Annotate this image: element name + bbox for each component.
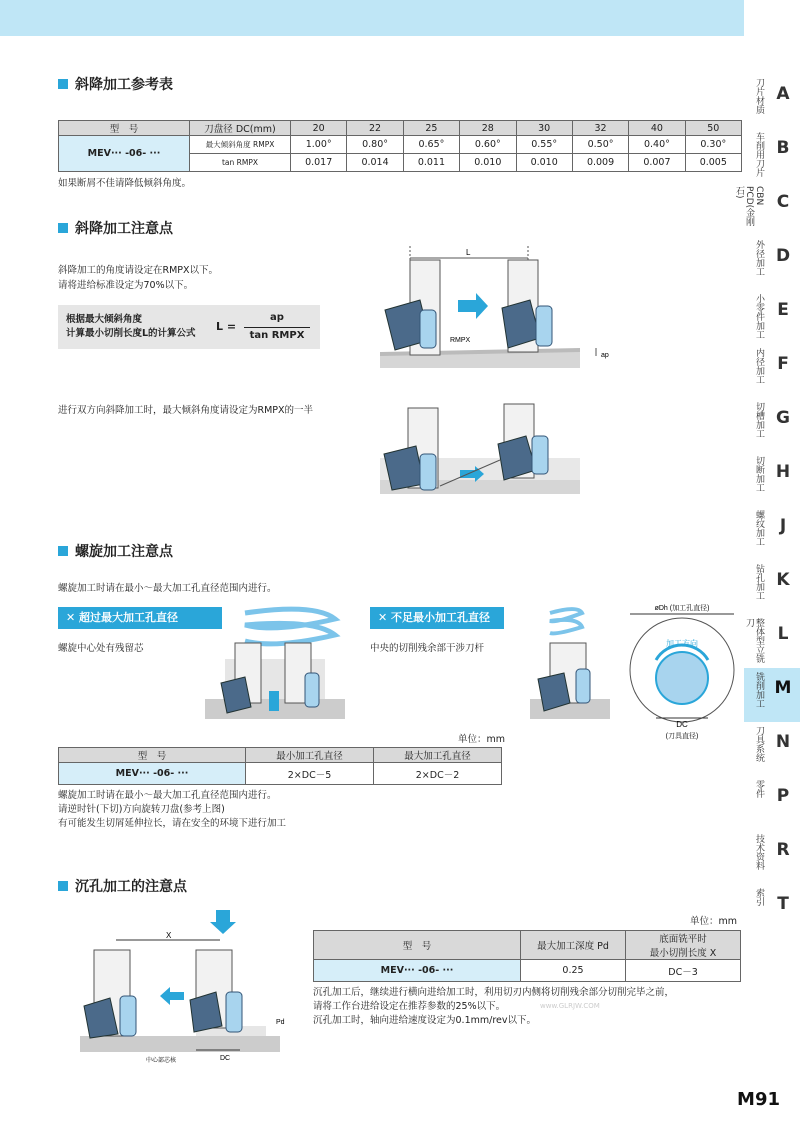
label-dc-sub: (刀具直径) xyxy=(665,733,699,740)
caption-too-large: 螺旋中心处有残留芯 xyxy=(58,643,144,654)
badge-too-large: ✕ 超过最大加工孔直径 xyxy=(58,607,222,629)
side-tab-p[interactable] xyxy=(744,776,800,830)
arrow-down-icon xyxy=(210,910,236,934)
cell: 0.014 xyxy=(347,154,403,172)
th-min: 最小加工孔直径 xyxy=(246,748,374,763)
th-max: 最大加工孔直径 xyxy=(374,748,502,763)
formula-box xyxy=(58,305,320,349)
tab-letter: T xyxy=(777,894,789,914)
side-tab-j[interactable] xyxy=(744,506,800,560)
tab-letter: B xyxy=(776,138,790,158)
formula-text: 计算最小切削长度L的计算公式 xyxy=(66,328,196,339)
tab-letter: D xyxy=(775,246,791,266)
label-x: X xyxy=(166,931,172,940)
arrow-right-icon xyxy=(458,293,488,319)
th-model: 型 号 xyxy=(59,121,190,136)
cell: 1.00° xyxy=(291,136,347,154)
cell: 2×DC－5 xyxy=(246,763,374,785)
tab-label: 切槽加工 xyxy=(754,402,764,438)
cell: 0.010 xyxy=(460,154,516,172)
tab-letter: A xyxy=(776,84,790,104)
ramp-diagram xyxy=(380,240,609,370)
tab-label: 切断加工 xyxy=(754,456,764,492)
section-marker xyxy=(58,546,68,556)
tab-label: 外径加工 xyxy=(754,240,764,276)
helical-table xyxy=(58,747,502,785)
formula-numerator: ap xyxy=(270,312,284,323)
helical-too-large-diagram xyxy=(205,603,365,723)
th-d: 40 xyxy=(629,121,685,136)
th-d: 50 xyxy=(685,121,741,136)
tab-letter: R xyxy=(776,840,790,860)
label-ap: ap xyxy=(601,352,609,359)
double-ramp-diagram xyxy=(380,398,580,498)
tab-label: 车削用刀片 xyxy=(754,132,764,177)
ramp-reference-table xyxy=(58,120,742,172)
side-tab-h[interactable] xyxy=(744,452,800,506)
tab-letter: H xyxy=(775,462,791,482)
section-marker xyxy=(58,79,68,89)
cell: 0.011 xyxy=(403,154,459,172)
tab-label: 内径加工 xyxy=(754,348,764,384)
th-d: 32 xyxy=(572,121,628,136)
tab-label: 螺纹加工 xyxy=(754,510,764,546)
fraction-line xyxy=(244,327,310,328)
side-tab-r[interactable] xyxy=(744,830,800,884)
side-tab-k[interactable] xyxy=(744,560,800,614)
counterbore-table xyxy=(313,930,741,982)
tab-label: 技术资料 xyxy=(754,834,764,870)
side-tab-c[interactable] xyxy=(734,182,800,236)
th-dc: 刀盘径 DC(mm) xyxy=(190,121,291,136)
tab-label: 索引 xyxy=(754,888,764,906)
th-d: 28 xyxy=(460,121,516,136)
label-dh: øDh (加工孔直径) xyxy=(654,605,710,612)
label-dc: DC xyxy=(220,1055,231,1062)
helical-note: 螺旋加工时请在最小～最大加工孔直径范围内进行。 xyxy=(58,790,277,801)
cell: 0.65° xyxy=(403,136,459,154)
caption-too-small: 中央的切削残余部干涉刀杆 xyxy=(370,643,485,654)
counter-note: 沉孔加工后，继续进行横向进给加工时，利用切刃内侧将切削残余部分切削完毕之前， xyxy=(313,987,675,998)
counter-note: 沉孔加工时，轴向进给速度设定为0.1mm/rev以下。 xyxy=(313,1015,536,1026)
th-d: 22 xyxy=(347,121,403,136)
tab-letter: P xyxy=(776,786,790,806)
tab-label: CBN PCD(金刚石) xyxy=(734,186,764,227)
helical-note: 有可能发生切屑延伸拉长，请在安全的环境下进行加工 xyxy=(58,818,287,829)
formula-text: 根据最大倾斜角度 xyxy=(66,314,143,325)
side-tab-l[interactable] xyxy=(744,614,800,668)
formula-denominator: tan RMPX xyxy=(249,330,305,341)
side-tab-f[interactable] xyxy=(744,344,800,398)
helical-intro: 螺旋加工时请在最小～最大加工孔直径范围内进行。 xyxy=(58,583,277,594)
th-length xyxy=(626,931,741,960)
label-rmpx: RMPX xyxy=(450,337,471,344)
tab-label: 钻孔加工 xyxy=(754,564,764,600)
tab-letter: M xyxy=(774,678,792,698)
model-cell: MEV··· -06- ··· xyxy=(59,763,246,785)
side-tab-g[interactable] xyxy=(744,398,800,452)
formula-lhs: L = xyxy=(216,320,237,333)
cell: 0.60° xyxy=(460,136,516,154)
counter-note: 请将工作台进给设定在推荐参数的25%以下。 xyxy=(313,1001,506,1012)
cell: 0.017 xyxy=(291,154,347,172)
cell: 0.55° xyxy=(516,136,572,154)
ramp-text: 请将进给标准设定为70%以下。 xyxy=(58,280,194,291)
helical-note: 请逆时针(下切)方向旋转刀盘(参考上图) xyxy=(58,804,225,815)
cell: 0.010 xyxy=(516,154,572,172)
th-d: 25 xyxy=(403,121,459,136)
unit-label: 单位：mm xyxy=(458,734,506,745)
section-title-counterbore: 沉孔加工的注意点 xyxy=(58,876,187,896)
header-band xyxy=(0,0,744,36)
tab-letter: K xyxy=(776,570,790,590)
helical-too-small-diagram xyxy=(530,603,610,723)
cell: 0.005 xyxy=(685,154,741,172)
th-length-line2: 最小切削长度 X xyxy=(649,948,717,959)
cell: 2×DC－2 xyxy=(374,763,502,785)
tab-letter: G xyxy=(776,408,790,428)
th-d: 20 xyxy=(291,121,347,136)
th-depth: 最大加工深度 Pd xyxy=(521,931,626,960)
tab-label: 刀具系统 xyxy=(754,726,764,762)
tab-letter: C xyxy=(776,192,790,212)
tab-label: 小零件加工 xyxy=(754,294,764,339)
label-L: L xyxy=(466,248,471,257)
side-tab-m[interactable] xyxy=(744,668,800,722)
tab-letter: F xyxy=(777,354,789,374)
th-d: 30 xyxy=(516,121,572,136)
label-pd: Pd xyxy=(276,1019,285,1026)
tab-label: 整体型立铣刀 xyxy=(744,618,764,663)
tab-letter: N xyxy=(775,732,791,752)
table-note: 如果断屑不佳请降低倾斜角度。 xyxy=(58,178,192,189)
model-cell: MEV··· -06- ··· xyxy=(314,960,521,982)
row-label: tan RMPX xyxy=(190,154,291,172)
th-model: 型 号 xyxy=(314,931,521,960)
cell: 0.50° xyxy=(572,136,628,154)
tab-label: 刀片材质 xyxy=(754,78,764,114)
side-tab-a[interactable] xyxy=(744,74,800,128)
th-length-line1: 底面铣平时 xyxy=(659,934,707,945)
section-title-ramp-table: 斜降加工参考表 xyxy=(58,74,173,94)
cell: 0.25 xyxy=(521,960,626,982)
badge-too-small: ✕ 不足最小加工孔直径 xyxy=(370,607,504,629)
section-marker xyxy=(58,223,68,233)
cell: 0.007 xyxy=(629,154,685,172)
th-model: 型 号 xyxy=(59,748,246,763)
tab-label: 铣削加工 xyxy=(754,672,764,708)
ramp-text: 进行双方向斜降加工时，最大倾斜角度请设定为RMPX的一半 xyxy=(58,405,314,416)
arrow-left-icon xyxy=(160,987,184,1005)
watermark: www.GLRJW.COM xyxy=(540,1002,600,1010)
tab-label: 零件 xyxy=(754,780,764,798)
label-dc: DC xyxy=(676,720,688,729)
section-title-helical: 螺旋加工注意点 xyxy=(58,541,173,561)
side-tab-d[interactable] xyxy=(744,236,800,290)
cell: 0.30° xyxy=(685,136,741,154)
side-tab-b[interactable] xyxy=(744,128,800,182)
label-direction: 加工方向 xyxy=(666,639,698,648)
ramp-text: 斜降加工的角度请设定在RMPX以下。 xyxy=(58,265,219,276)
hole-diameter-diagram xyxy=(622,600,742,740)
model-cell: MEV··· -06- ··· xyxy=(59,136,190,172)
row-label: 最大倾斜角度 RMPX xyxy=(190,136,291,154)
cell: 0.009 xyxy=(572,154,628,172)
page-number: M91 xyxy=(737,1089,780,1110)
unit-label: 单位：mm xyxy=(690,916,738,927)
tab-letter: E xyxy=(777,300,789,320)
cell: 0.80° xyxy=(347,136,403,154)
tab-letter: J xyxy=(779,516,787,536)
tab-letter: L xyxy=(777,624,789,644)
section-title-ramping: 斜降加工注意点 xyxy=(58,218,173,238)
cell: 0.40° xyxy=(629,136,685,154)
section-marker xyxy=(58,881,68,891)
side-tab-t[interactable] xyxy=(744,884,800,938)
counterbore-diagram xyxy=(80,910,300,1070)
side-tab-e[interactable] xyxy=(744,290,800,344)
cell: DC－3 xyxy=(626,960,741,982)
label-core: 中心部芯核 xyxy=(146,1058,177,1064)
side-tab-n[interactable] xyxy=(744,722,800,776)
